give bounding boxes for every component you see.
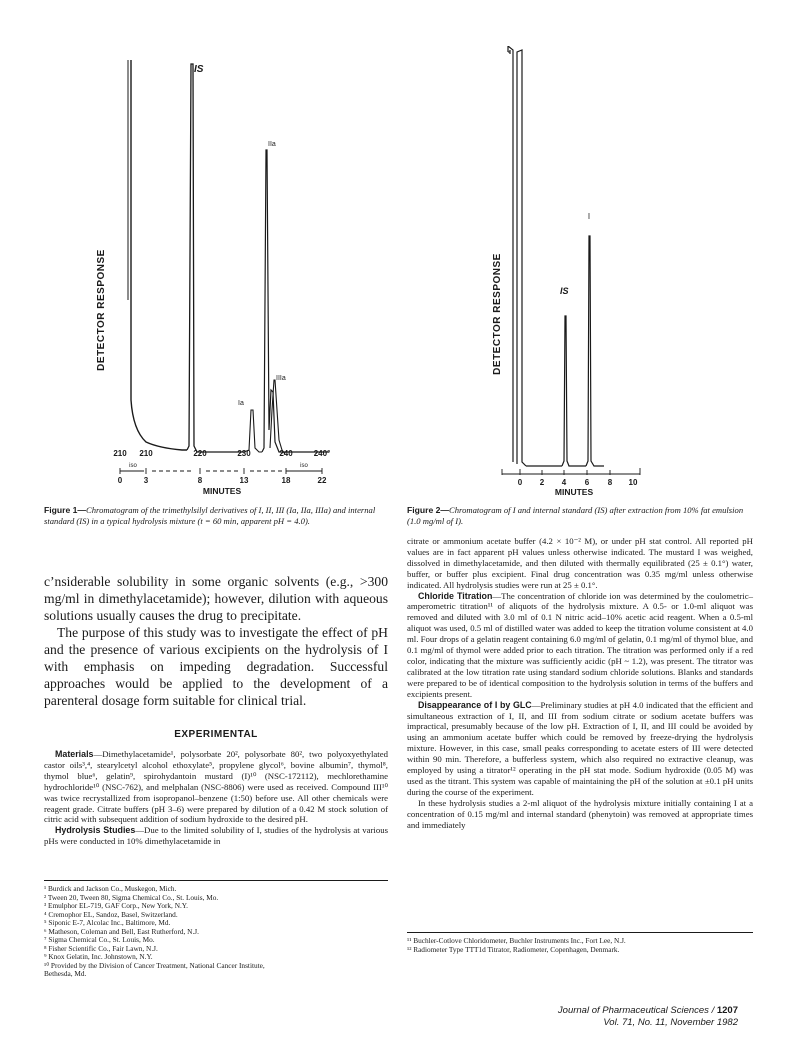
figure2-minute-tick: 6: [584, 478, 590, 487]
figure2-caption-text: Chromatogram of I and internal standard (IS) after extraction from 10% fat emulsion (1.0 mg/ml of I).: [407, 505, 744, 526]
figure1-caption-label: Figure 1—: [44, 505, 87, 515]
figure2-minute-tick: 2: [539, 478, 545, 487]
figure1-iiia-peak: [270, 380, 285, 454]
materials-paragraph: [44, 749, 388, 825]
glc-heading: Disappearance of I by GLC: [418, 699, 532, 710]
right-paragraph: In these hydrolysis studies a 2-ml aliquot of the hydrolysis mixture initially containing I at a concentration of 0.15 mg/ml and internal standard (phenytoin) was removed at appropriate times and immediately: [407, 797, 753, 830]
figure1-iso-label: iso: [300, 463, 308, 469]
right-footnote-rule: [407, 932, 753, 933]
left-paragraph: The purpose of this study was to investigate the effect of pH and the presence of various excipients on the hydrolysis of I with emphasis on impeding degradation. Successful approaches would be applied to the development of a parenteral dosage form suitable for clinical trial.: [44, 625, 388, 708]
materials-text: —Dimethylacetamide¹, polysorbate 20², polysorbate 80², two polyoxyethylated castor oils³,⁴, stearylcetyl alcohol ethoxylate⁵, propylene glycol⁶, bovine albumin⁷, thymol⁸, thymol blue⁶, gelatin⁹, spirohydantoin mustard (I)¹⁰ (NSC-172112), mechlorethamine hydrochloride¹⁰ (NSC-762), and melphalan (NSC-8806) were used as received. Compound III¹⁰ was twice recrystallized from isopropanol–benzene (1:50) before use. All other chemicals were reagent grade. Citrate buffers (pH 3–6) were prepared by dilution of a 0.42 M stock solution of citric acid with subsequent addition of sodium hydroxide to the desired pH.: [44, 749, 388, 825]
figure1-iia-label: IIa: [268, 141, 276, 148]
figure2-xlabel: MINUTES: [554, 487, 594, 497]
materials-heading: Materials: [55, 749, 94, 759]
figure1-temp-label: 240: [279, 449, 293, 458]
figure2-minute-tick: 0: [517, 478, 523, 487]
figure2-minute-tick: 8: [607, 478, 613, 487]
page-number: 1207: [716, 1005, 738, 1016]
left-column-experimental: [44, 749, 388, 847]
figure1-minute-tick: 13: [239, 476, 249, 485]
figure1-xlabel: MINUTES: [202, 486, 242, 496]
figure1-minute-tick: 0: [117, 476, 123, 485]
footnote: ¹¹ Buchler-Cotlove Chloridometer, Buchler Instruments Inc., Fort Lee, N.J.: [407, 936, 626, 945]
figure1-minute-tick: 18: [281, 476, 291, 485]
footnote: ¹² Radiometer Type TTT1d Titrator, Radiometer, Copenhagen, Denmark.: [407, 944, 620, 954]
chloride-paragraph: [407, 591, 753, 700]
figure2-minute-tick: 4: [561, 478, 567, 487]
figure1-minute-tick: 8: [197, 476, 203, 485]
left-footnote-rule: [44, 880, 388, 881]
figure1-temp-label: 210: [113, 449, 127, 458]
figure2-caption-label: Figure 2—: [407, 505, 450, 515]
figure2-ylabel: DETECTOR RESPONSE: [492, 253, 503, 375]
footnote: Bethesda, Md.: [44, 969, 87, 978]
footnote: ⁶ Matheson, Coleman and Bell, East Rutherford, N.J.: [44, 926, 199, 936]
left-paragraph: c’nsiderable solubility in some organic solvents (e.g., >300 mg/ml in dimethylacetamide); however, dilution with aqueous solutions usually causes the drug to precipitate.: [44, 574, 388, 623]
hydrolysis-heading: Hydrolysis Studies: [55, 825, 136, 836]
figure2-caption: [407, 505, 753, 527]
footnote: ⁴ Cremophor EL, Sandoz, Basel, Switzerland.: [44, 909, 178, 919]
figure2-minute-tick: 10: [628, 478, 638, 487]
figure1-caption-text: Chromatogram of the trimethylsilyl derivatives of I, II, III (Ia, IIa, IIIa) and internal standard (IS) in a typical hydrolysis mixture (t = 60 min, apparent pH = 4.0).: [44, 505, 376, 526]
right-paragraph: citrate or ammonium acetate buffer (4.2 × 10⁻² M), or under pH stat control. All reported pH values are in fact apparent pH values unless otherwise indicated. The mustard I was weighed, dissolved in dimethylacetamide, and then diluted with thermally equilibrated (25 ± 0.1°) water, buffer, or buffer plus excipient. Final drug concentration was 0.35 mg/ml unless otherwise indicated. All hydrolysis studies were run at 25 ± 0.1°.: [407, 536, 753, 590]
figure1-temp-label: 240°: [313, 449, 331, 458]
journal-line: [500, 1005, 738, 1017]
figure2-solvent-peak: [508, 46, 526, 466]
chloride-text: —The concentration of chloride ion was determined by the coulometric–amperometric titration¹¹ of aliquots of the hydrolysis mixture. A 0.5- or 1.0-ml aliquot was removed and diluted with 3.0 ml of 0.1 N nitric acid–10% acetic acid reagent. When a 0.5-ml aliquot was used, 0.5 ml of distilled water was added to keep the titration volume consistent at 4.0 ml. Four drops of a gelatin reagent containing 6.0 mg/ml of gelatin, 0.1 mg/ml of thymol blue, and 0.1 mg/ml of thymol were added prior to each titration. The titration was performed only if a red color, indicating that the mixture was sufficiently acidic (pH ~ 1.2), was present. The titrator was calibrated at the low titration rate using standard sodium chloride solutions. Blanks and standards were prepared to be of identical composition to the hydrolysis solution in terms of the buffers and excipients present.: [407, 590, 754, 699]
glc-text: —Preliminary studies at pH 4.0 indicated that the efficient and simultaneous extraction of I, II, and III from sodium citrate or sodium acetate buffers was impractical, presumably because of the low pH. Extraction of I, II, and III could be avoided by using an ammonium acetate buffer which could be removed by freeze-drying the hydrolysis mixture. However, in this case, small peaks corresponding to acetate esters of III were detected within 90 min. Therefore, a bufferless system, which also required no extractive cleanup, was employed by using a titrator¹² operating in the pH stat mode. Sodium hydroxide (0.05 M) was used as the titrant. This system was capable of maintaining the pH of the solution at ±0.1 pH units during the course of the experiment.: [407, 699, 753, 797]
figure2-x-axis: [502, 468, 640, 475]
footnote: ⁷ Sigma Chemical Co., St. Louis, Mo.: [44, 935, 155, 944]
figure1-iiia-label: IIIa: [276, 375, 286, 382]
footnote: ⁵ Siponic E-7, Alcolac Inc., Baltimore, Md.: [44, 918, 171, 927]
figure1-temp-label: 210: [139, 449, 153, 458]
figure1-ylabel: DETECTOR RESPONSE: [96, 249, 107, 371]
figure2-i-label: I: [587, 212, 591, 221]
hydrolysis-text: —Due to the limited solubility of I, studies of the hydrolysis at various pHs were conducted in 10% dimethylacetamide in: [44, 825, 389, 847]
journal-volume: Vol. 71, No. 11, November 1982: [603, 1017, 738, 1028]
footnote: ⁸ Fisher Scientific Co., Fair Lawn, N.J.: [44, 943, 158, 953]
left-column-intro: [44, 573, 388, 709]
figure1-minute-tick: 22: [317, 476, 327, 485]
footnote: ² Tween 20, Tween 80, Sigma Chemical Co., St. Louis, Mo.: [44, 892, 219, 902]
journal-name: Journal of Pharmaceutical Sciences /: [557, 1005, 717, 1016]
figure1-ia-label: Ia: [238, 400, 244, 407]
figure1-minute-tick: 3: [143, 476, 149, 485]
figure1-iiia-peak-trace: [84, 50, 414, 498]
chloride-heading: Chloride Titration: [418, 590, 493, 601]
figure1-temp-label: 230: [237, 449, 251, 458]
footnote: ⁹ Knox Gelatin, Inc. Johnstown, N.Y.: [44, 952, 153, 961]
section-heading-experimental: EXPERIMENTAL: [174, 729, 258, 740]
glc-paragraph: [407, 700, 753, 798]
footnote: ¹ Burdick and Jackson Co., Muskegon, Mich.: [44, 884, 177, 893]
left-footnotes: [44, 885, 388, 979]
figure1-iso-label: iso: [129, 463, 137, 469]
hydrolysis-paragraph: [44, 825, 388, 847]
figure2-is-label: IS: [560, 286, 569, 296]
figure2-chromatogram: [484, 46, 704, 500]
journal-footer: [500, 1005, 738, 1029]
figure1-temp-label: 220: [193, 449, 207, 458]
footnote: ³ Emulphor EL-719, GAF Corp., New York, N.Y.: [44, 901, 188, 910]
figure2-i-peak: [586, 236, 604, 466]
figure1-is-label: IS: [194, 64, 204, 75]
figure2-is-peak: [562, 316, 586, 466]
footnote: ¹⁰ Provided by the Division of Cancer Treatment, National Cancer Institute,: [44, 960, 265, 970]
right-column-body: [407, 536, 753, 830]
figure1-caption: [44, 505, 390, 527]
right-footnotes: [407, 937, 753, 954]
